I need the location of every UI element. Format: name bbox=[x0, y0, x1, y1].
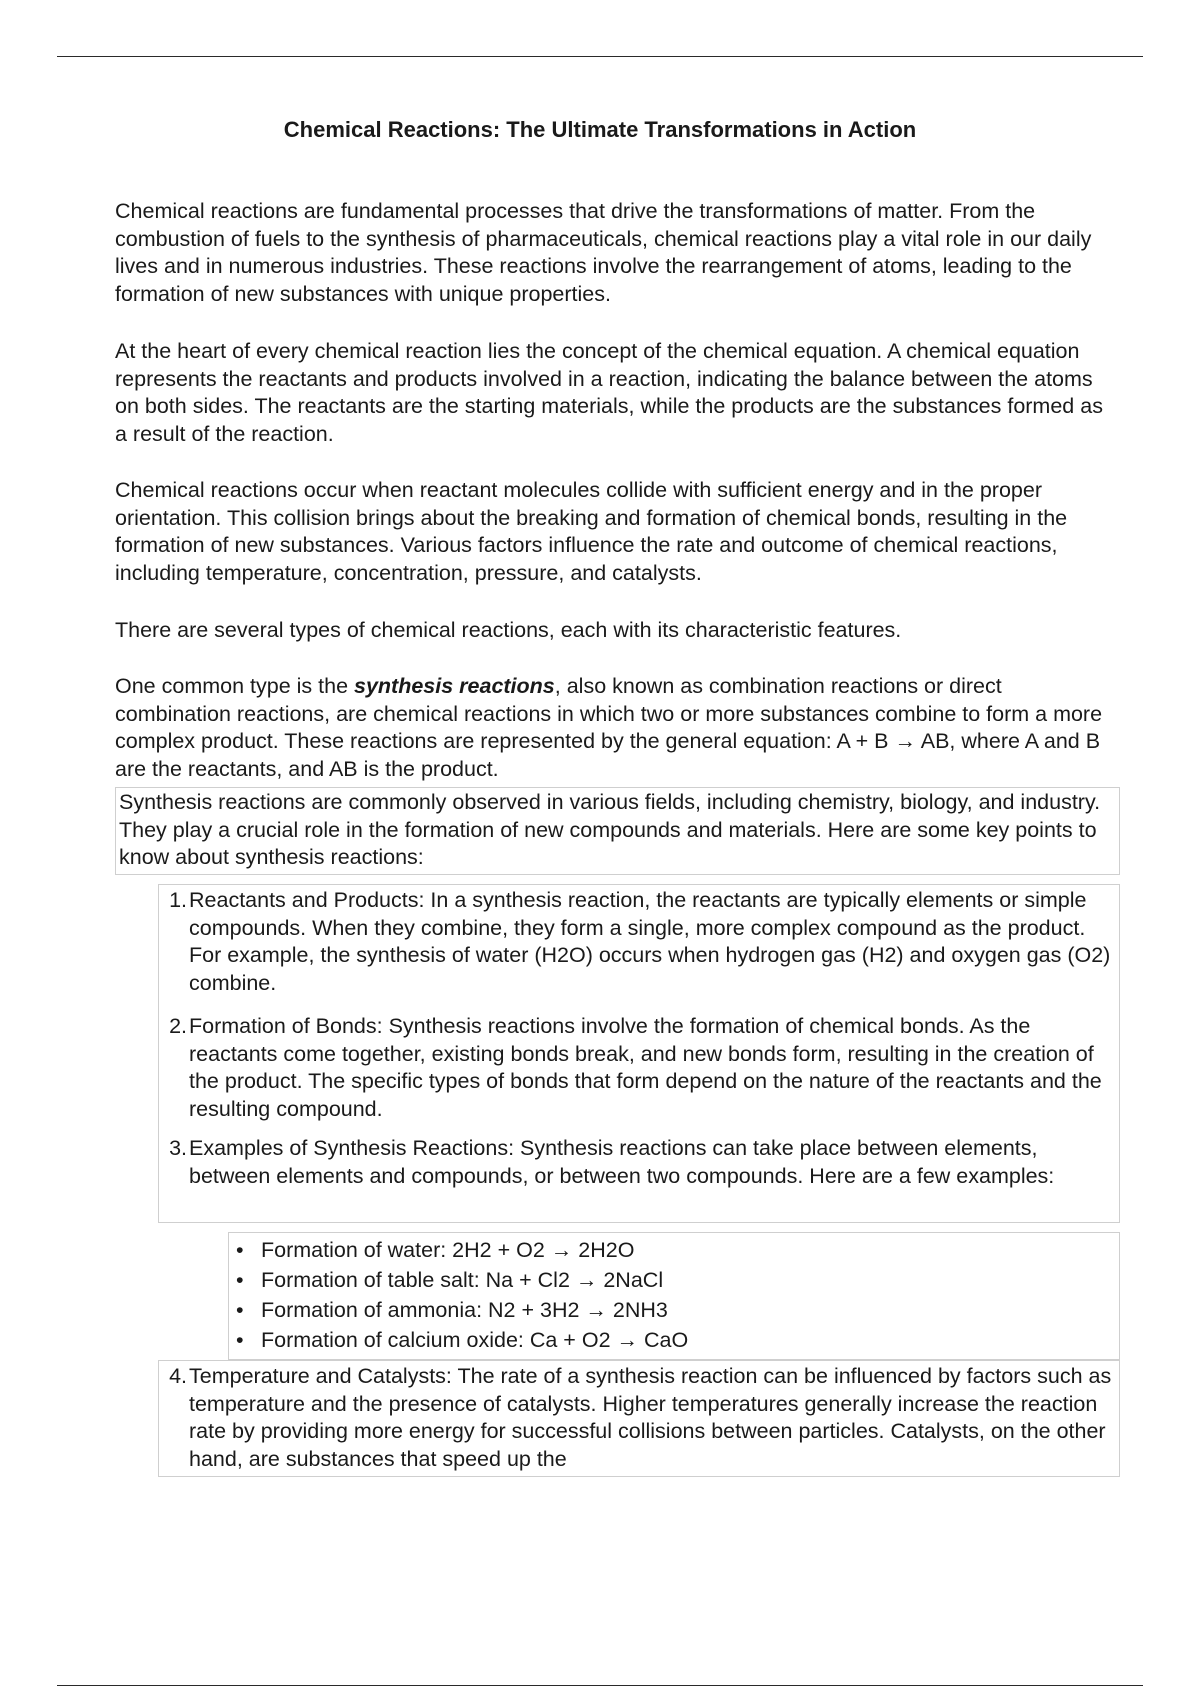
list-item-text: Temperature and Catalysts: The rate of a synthesis reaction can be influenced by factors such as temperature and the presence of catalysts. Higher temperatures generally increase the reaction rate by providing more energy for successful collisions between particles. Catalysts, on the other hand, are substances that speed up the bbox=[189, 1364, 1112, 1471]
list-item-number: 1. bbox=[169, 888, 187, 912]
synthesis-text-before: One common type is the bbox=[115, 674, 354, 698]
synthesis-intro-box: Synthesis reactions are commonly observed in various fields, including chemistry, biology, and industry. They play a crucial role in the formation of new compounds and materials. Here are some key points to know about synthesis reactions: bbox=[115, 787, 1120, 875]
list-item-text: Formation of Bonds: Synthesis reactions involve the formation of chemical bonds. As the reactants come together, existing bonds break, and new bonds form, resulting in the creation of the product. The specific types of bonds that form depend on the nature of the reactants and the resulting compound. bbox=[189, 1014, 1102, 1121]
example-item bbox=[236, 1297, 668, 1325]
bullet-icon: • bbox=[236, 1298, 244, 1322]
examples-list bbox=[228, 1232, 1120, 1360]
list-item-text: Reactants and Products: In a synthesis reaction, the reactants are typically elements or simple compounds. When they combine, they form a single, more complex compound as the product. For example, the synthesis of water (H2O) occurs when hydrogen gas (H2) and oxygen gas (O2) combine. bbox=[189, 888, 1111, 995]
example-text: Formation of table salt: Na + Cl2 → 2NaCl bbox=[261, 1268, 664, 1292]
footer-rule bbox=[57, 1685, 1143, 1686]
list-item-number: 4. bbox=[169, 1364, 187, 1388]
bullet-icon: • bbox=[236, 1238, 244, 1262]
paragraph-synthesis bbox=[115, 673, 1115, 783]
example-item bbox=[236, 1327, 689, 1355]
bullet-icon: • bbox=[236, 1268, 244, 1292]
key-points-list bbox=[158, 884, 1120, 1223]
list-item bbox=[169, 1135, 1114, 1190]
bullet-icon: • bbox=[236, 1328, 244, 1352]
list-item bbox=[169, 887, 1114, 997]
list-item-text: Examples of Synthesis Reactions: Synthesis reactions can take place between elements, between elements and compounds, or between two compounds. Here are a few examples: bbox=[189, 1136, 1055, 1188]
paragraph-chemical-equation: At the heart of every chemical reaction lies the concept of the chemical equation. A chemical equation represents the reactants and products involved in a reaction, indicating the balance between the atoms on both sides. The reactants are the starting materials, while the products are the substances formed as a result of the reaction. bbox=[115, 339, 1103, 446]
paragraph-intro: Chemical reactions are fundamental processes that drive the transformations of matter. From the combustion of fuels to the synthesis of pharmaceuticals, chemical reactions play a vital role in our daily lives and in numerous industries. These reactions involve the rearrangement of atoms, leading to the formation of new substances with unique properties. bbox=[115, 199, 1092, 306]
example-item bbox=[236, 1267, 664, 1295]
list-item-number: 3. bbox=[169, 1136, 187, 1160]
document-title: Chemical Reactions: The Ultimate Transformations in Action bbox=[283, 117, 917, 142]
key-points-list-continued bbox=[158, 1360, 1120, 1477]
list-item bbox=[169, 1013, 1114, 1123]
paragraph-types: There are several types of chemical reactions, each with its characteristic features. bbox=[115, 618, 902, 642]
list-item bbox=[169, 1363, 1114, 1473]
example-item bbox=[236, 1237, 635, 1265]
example-text: Formation of calcium oxide: Ca + O2 → CaO bbox=[261, 1328, 689, 1352]
synthesis-text-after: , also known as combination reactions or direct combination reactions, are chemical reactions in which two or more substances combine to form a more complex product. These reactions are represented by the general equation: A + B → AB, where A and B are the reactants, and AB is the product. bbox=[115, 674, 1103, 781]
example-text: Formation of water: 2H2 + O2 → 2H2O bbox=[261, 1238, 635, 1262]
synthesis-emphasis: synthesis reactions bbox=[354, 674, 555, 698]
list-item-number: 2. bbox=[169, 1014, 187, 1038]
example-text: Formation of ammonia: N2 + 3H2 → 2NH3 bbox=[261, 1298, 668, 1322]
paragraph-collisions: Chemical reactions occur when reactant molecules collide with sufficient energy and in the proper orientation. This collision brings about the breaking and formation of chemical bonds, resulting in the formation of new substances. Various factors influence the rate and outcome of chemical reactions, including temperature, concentration, pressure, and catalysts. bbox=[115, 478, 1068, 585]
header-rule bbox=[57, 56, 1143, 57]
